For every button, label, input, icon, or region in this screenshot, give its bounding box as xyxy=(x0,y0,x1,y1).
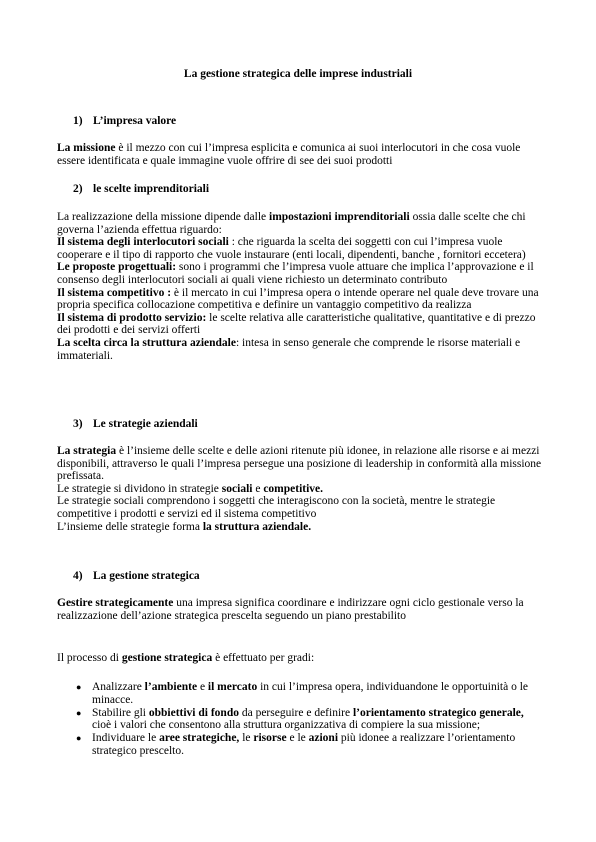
text: : che riguarda la scelta dei soggetti con cui l’impresa vuole cooperare e il tipo di rapporto che vuole instaurare (enti locali, dipendenti, banche , fornitori eccetera) xyxy=(57,236,526,261)
paragraph xyxy=(57,261,542,286)
term: il mercato xyxy=(207,681,258,693)
text: una impresa significa coordinare e indirizzare ogni ciclo gestionale verso la realizzazione dell’azione strategica prescelta seguendo un piano prestabilito xyxy=(57,597,524,622)
term: l’ambiente xyxy=(144,681,198,693)
text: cioè i valori che consentono alla struttura organizzativa di compiere la sua missione; xyxy=(92,719,481,732)
term: impostazioni imprenditoriali xyxy=(269,211,410,223)
text: è il mezzo con cui l’impresa esplicita e comunica ai suoi interlocutori in che cosa vuole essere identificata e quale immagine vuole offrire di see dei suoi prodotti xyxy=(57,142,521,167)
paragraph-processo xyxy=(57,652,542,665)
section-2-body xyxy=(57,211,542,362)
paragraph xyxy=(57,521,542,534)
term: La missione xyxy=(57,142,116,154)
section-heading-2 xyxy=(73,183,209,195)
text: è l’insieme delle scelte e delle azioni ritenute più idonee, in relazione alle risorse e ai mezzi disponibili, attraverso le quali l’impresa persegue una posizione di leadership in conformità alla missione prefissata. xyxy=(57,445,542,483)
term: Gestire strategicamente xyxy=(57,597,174,609)
section-number: 1) xyxy=(73,115,83,127)
text: è effettuato per gradi: xyxy=(212,652,315,664)
section-title: Le strategie aziendali xyxy=(93,418,198,430)
paragraph-gestire xyxy=(57,597,542,622)
term: La scelta circa la struttura aziendale xyxy=(57,336,236,349)
text: più idonee a realizzare l’orientamento strategico prescelto. xyxy=(92,732,516,757)
section-3-body xyxy=(57,445,542,533)
term: l’orientamento strategico generale, xyxy=(352,706,524,719)
text: e xyxy=(252,482,264,495)
section-title: le scelte imprenditoriali xyxy=(93,183,210,195)
steps-list xyxy=(58,681,543,758)
paragraph xyxy=(57,445,542,483)
list-item xyxy=(58,681,543,707)
term: Il sistema di prodotto servizio: xyxy=(57,311,207,324)
text: Le strategie sociali comprendono i soggetti che interagiscono con la società, mentre le strategie competitive i prodotti e servizi ed il sistema competitivo xyxy=(57,495,496,520)
paragraph xyxy=(57,337,542,362)
text: in cui l’impresa opera, individuandone le opportuinità o le minacce. xyxy=(92,681,529,706)
term: gestione strategica xyxy=(121,652,213,664)
paragraph xyxy=(57,495,542,520)
text: le scelte relativa alle caratteristiche qualitative, quantitative e di prezzo dei prodotti e dei servizi offerti xyxy=(57,311,536,337)
text: Stabilire gli xyxy=(92,706,149,719)
text: L’insieme delle strategie forma xyxy=(57,520,203,533)
term: Il sistema competitivo : xyxy=(57,286,172,299)
paragraph xyxy=(57,287,542,312)
paragraph xyxy=(57,312,542,337)
page-title: La gestione strategica delle imprese industriali xyxy=(183,68,413,80)
paragraph xyxy=(57,236,542,261)
term: La strategia xyxy=(57,445,117,457)
section-heading-1 xyxy=(73,115,176,127)
term: Il sistema degli interlocutori sociali xyxy=(57,236,229,249)
text: sono i programmi che l’impresa vuole attuare che implica l’approvazione e il consenso degli interlocutori sociali ai quali viene richiesto un determinato contributo xyxy=(57,261,534,286)
section-heading-4 xyxy=(73,570,200,582)
text: La realizzazione della missione dipende dalle xyxy=(57,211,270,223)
term: azioni xyxy=(308,732,339,745)
text: le xyxy=(239,732,254,745)
term: competitive. xyxy=(263,482,324,495)
term: la struttura aziendale. xyxy=(202,520,312,533)
term: risorse xyxy=(253,732,287,745)
term: aree strategiche, xyxy=(159,732,240,745)
paragraph xyxy=(57,211,542,236)
bullet-icon: ● xyxy=(76,707,82,718)
bullet-icon: ● xyxy=(76,733,82,744)
section-number: 2) xyxy=(73,183,83,195)
paragraph-missione xyxy=(57,142,542,167)
section-number: 4) xyxy=(73,570,83,582)
text: e xyxy=(197,681,208,693)
text: Le strategie si dividono in strategie xyxy=(57,482,222,495)
bullet-icon: ● xyxy=(76,682,82,692)
text: : intesa in senso generale che comprende le risorse materiali e immateriali. xyxy=(57,336,521,362)
text: Individuare le xyxy=(92,732,160,745)
text: Il processo di xyxy=(57,652,122,664)
list-item xyxy=(58,707,543,733)
term: Le proposte progettuali: xyxy=(57,261,177,274)
text: Analizzare xyxy=(92,681,145,693)
term: obbiettivi di fondo xyxy=(148,706,239,719)
section-heading-3 xyxy=(73,418,198,430)
text: e le xyxy=(286,732,309,745)
text: da perseguire e definire xyxy=(238,706,353,719)
text: è il mercato in cui l’impresa opera o intende operare nel quale deve trovare una propria specifica collocazione competitiva e definire un vantaggio competitivo da realizza xyxy=(57,286,539,312)
list-item xyxy=(58,732,543,758)
section-title: L’impresa valore xyxy=(93,115,177,127)
term: sociali xyxy=(221,482,253,495)
section-number: 3) xyxy=(73,418,83,430)
paragraph xyxy=(57,483,542,496)
section-title: La gestione strategica xyxy=(93,570,200,582)
text: ossia dalle scelte che chi governa l’azienda effettua riguardo: xyxy=(57,211,526,236)
